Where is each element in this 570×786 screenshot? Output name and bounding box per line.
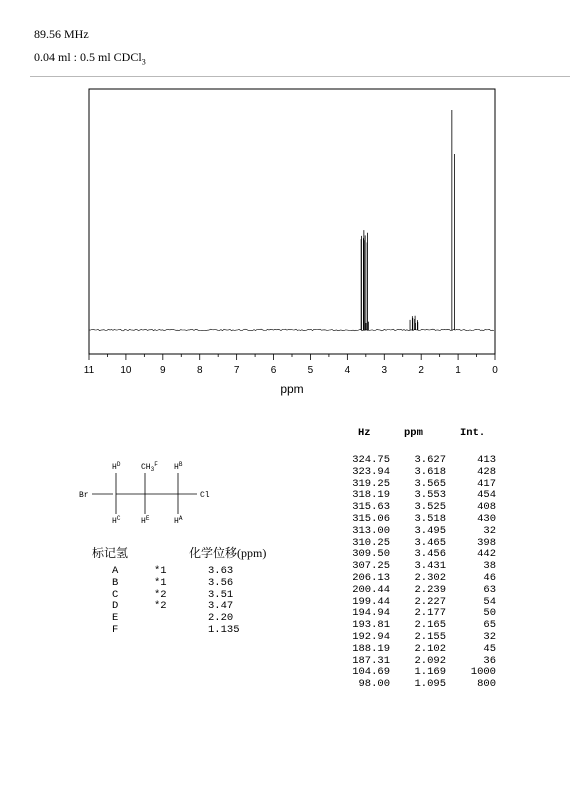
- x-tick-label: 10: [120, 365, 132, 376]
- chlorine-label: Cl: [200, 491, 210, 500]
- peak-int: 63: [483, 583, 496, 596]
- peak-row: [340, 572, 500, 584]
- peak-row: [340, 560, 500, 572]
- assign-header-shift: 化学位移(ppm): [189, 546, 267, 560]
- assign-group: *2: [154, 600, 167, 613]
- assign-shift: 3.63: [208, 565, 234, 577]
- x-tick-label: 5: [307, 365, 314, 376]
- peak-ppm: 1.095: [414, 678, 446, 691]
- peak-hz: 323.94: [352, 465, 390, 478]
- peak-row: [340, 454, 500, 466]
- peak-hz: 192.94: [352, 631, 390, 643]
- peak-row: [340, 666, 500, 678]
- peak-row: [340, 489, 500, 501]
- peak-hz: 315.63: [352, 501, 390, 514]
- peak-header-hz: Hz: [358, 427, 371, 439]
- assign-shift: 3.47: [208, 600, 234, 613]
- peak-ppm: 3.553: [414, 489, 446, 502]
- peak-hz: 309.50: [352, 548, 390, 561]
- peak-row: [340, 678, 500, 690]
- peak-row: [340, 537, 500, 549]
- spectrometer-frequency: 89.56 MHz: [34, 27, 89, 41]
- peak-int: 454: [477, 489, 496, 502]
- peak-row: [340, 643, 500, 655]
- peak-int: 417: [477, 477, 496, 490]
- peak-ppm: 2.177: [414, 607, 446, 620]
- peak-int: 1000: [470, 666, 496, 679]
- peak-hz: 318.19: [352, 489, 390, 502]
- peak-row: [340, 525, 500, 537]
- x-tick-label: 2: [418, 365, 424, 376]
- peak-header-int: Int.: [460, 427, 486, 439]
- peak-int: 54: [483, 595, 496, 608]
- assignment-row: [92, 624, 302, 636]
- peak-row: [340, 584, 500, 596]
- peak-int: 428: [477, 465, 496, 478]
- peak-row: [340, 596, 500, 608]
- peak-row: [340, 548, 500, 560]
- assignment-row: [92, 589, 302, 601]
- x-tick-label: 3: [381, 365, 388, 376]
- peak-ppm: 2.092: [414, 654, 446, 667]
- peak-ppm: 3.525: [414, 501, 446, 514]
- assign-label: E: [112, 612, 119, 625]
- peak-int: 65: [483, 619, 496, 632]
- x-tick-label: 8: [196, 365, 203, 376]
- peak-ppm: 2.239: [414, 583, 446, 596]
- x-tick-label: 1: [455, 365, 461, 376]
- peak-row: [340, 466, 500, 478]
- peak-hz: 193.81: [352, 619, 390, 632]
- peak-ppm: 2.165: [414, 619, 446, 632]
- peak-int: 430: [477, 513, 496, 525]
- hydrogen-b: $H^B$: [174, 461, 183, 472]
- assign-label: F: [112, 624, 119, 636]
- peak-hz: 188.19: [352, 642, 390, 655]
- peak-hz: 200.44: [352, 583, 390, 596]
- hydrogen-e: $H^E$: [141, 515, 150, 526]
- peak-hz: 313.00: [352, 524, 390, 537]
- assign-group: *1: [154, 576, 167, 589]
- methyl-group-f: $CH_3^F$: [141, 461, 158, 473]
- assign-group: *1: [154, 565, 167, 577]
- sample-subscript: 3: [141, 57, 146, 67]
- peak-int: 50: [483, 607, 496, 620]
- peak-int: 46: [483, 572, 496, 584]
- bromine-label: Br: [79, 491, 89, 500]
- peak-ppm: 3.431: [414, 560, 446, 573]
- peak-row: [340, 607, 500, 619]
- assign-shift: 1.135: [208, 624, 240, 636]
- peak-row: [340, 631, 500, 643]
- peak-ppm: 3.495: [414, 524, 446, 537]
- assign-label: D: [112, 600, 119, 613]
- peak-hz: 324.75: [352, 454, 390, 466]
- peak-header-ppm: ppm: [404, 427, 423, 439]
- peak-hz: 187.31: [352, 654, 390, 667]
- assign-shift: 3.56: [208, 576, 234, 589]
- x-tick-label: 7: [233, 365, 240, 376]
- peak-int: 32: [483, 631, 496, 643]
- peak-hz: 199.44: [352, 595, 390, 608]
- peak-int: 398: [477, 536, 496, 549]
- peak-int: 36: [483, 654, 496, 667]
- peak-ppm: 3.618: [414, 465, 446, 478]
- peak-ppm: 3.465: [414, 536, 446, 549]
- peak-ppm: 3.565: [414, 477, 446, 490]
- peak-hz: 315.06: [352, 513, 390, 525]
- peak-int: 800: [477, 678, 496, 691]
- assign-header-label: 标记氢: [92, 546, 129, 560]
- peak-hz: 194.94: [352, 607, 390, 620]
- peak-ppm: 2.155: [414, 631, 446, 643]
- peak-int: 413: [477, 454, 496, 466]
- peak-int: 45: [483, 642, 496, 655]
- peak-int: 38: [483, 560, 496, 573]
- assignment-row: [92, 600, 302, 612]
- peak-hz: 206.13: [352, 572, 390, 584]
- x-tick-label: 9: [160, 365, 166, 376]
- assign-label: C: [112, 588, 119, 601]
- assignment-row: [92, 612, 302, 624]
- x-tick-label: 0: [492, 365, 498, 376]
- peak-ppm: 2.227: [414, 595, 446, 608]
- x-axis-label: ppm: [280, 382, 304, 396]
- peak-row: [340, 619, 500, 631]
- peak-hz: 98.00: [358, 678, 390, 691]
- sample-text: 0.04 ml : 0.5 ml CDCl: [34, 50, 142, 64]
- x-tick-label: 4: [344, 365, 351, 376]
- peak-ppm: 2.102: [414, 642, 446, 655]
- assign-label: B: [112, 576, 119, 589]
- peak-int: 442: [477, 548, 496, 561]
- hydrogen-a: $H^A$: [174, 515, 183, 526]
- peak-ppm: 3.456: [414, 548, 446, 561]
- peak-hz: 310.25: [352, 536, 390, 549]
- peak-ppm: 1.169: [414, 666, 446, 679]
- assignment-row: [92, 565, 302, 577]
- hydrogen-d: $H^D$: [112, 461, 121, 472]
- assign-group: *2: [154, 588, 167, 601]
- peak-ppm: 3.518: [414, 513, 446, 525]
- peak-ppm: 3.627: [414, 454, 446, 466]
- peak-hz: 104.69: [352, 666, 390, 679]
- assignment-row: [92, 577, 302, 589]
- x-tick-label: 6: [270, 365, 277, 376]
- assign-shift: 2.20: [208, 612, 234, 625]
- peak-row: [340, 513, 500, 525]
- assign-label: A: [112, 565, 119, 577]
- x-tick-label: 11: [83, 365, 95, 376]
- assign-shift: 3.51: [208, 588, 234, 601]
- peak-ppm: 2.302: [414, 572, 446, 584]
- peak-hz: 307.25: [352, 560, 390, 573]
- peak-row: [340, 655, 500, 667]
- peak-hz: 319.25: [352, 477, 390, 490]
- peak-row: [340, 478, 500, 490]
- peak-row: [340, 501, 500, 513]
- peak-int: 408: [477, 501, 496, 514]
- peak-int: 32: [483, 524, 496, 537]
- hydrogen-c: $H^C$: [112, 515, 121, 526]
